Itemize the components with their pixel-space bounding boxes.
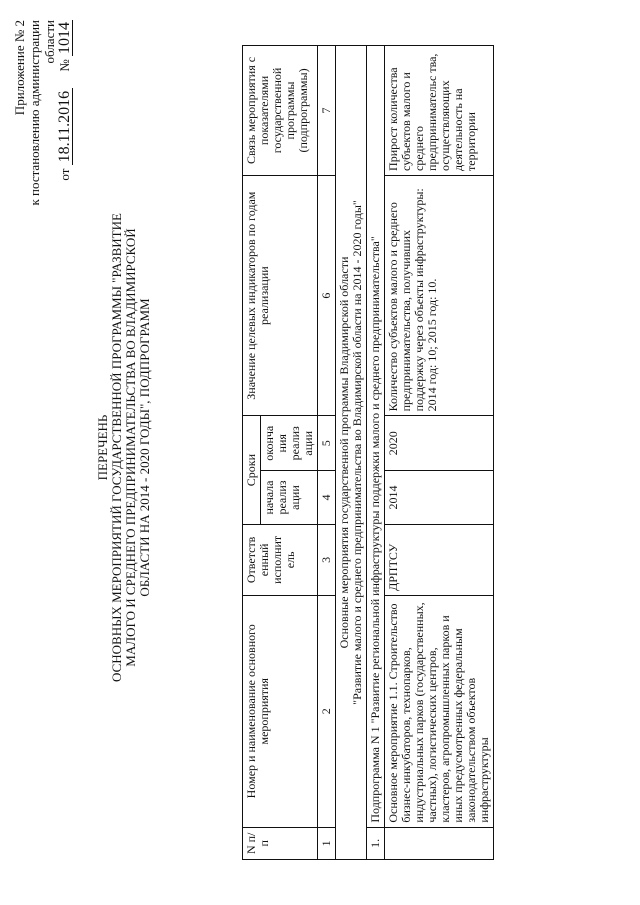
row-exec: ДРПТСУ [385,524,494,595]
header-terms: Сроки [243,416,261,524]
row-name: Основное мероприятие 1.1. Строительство бизнес-инкубаторов, технопарков, индустриальных парков (государственных, частных), логистических центров, кластеров, агропромышленных парков и иных предусмотренных федеральным законодательством объектов инфраструктуры [385,595,494,827]
title-line3: МАЛОГО И СРЕДНЕГО ПРЕДПРИНИМАТЕЛЬСТВА ВО ВЛАДИМИРСКОЙ [123,228,138,667]
table-row [385,46,494,860]
section-cell [336,46,367,860]
header-start: начала реализ ации [261,471,318,525]
row-link: Прирост количества субъектов малого и среднего предпринимательс тва, осуществляющих деятельность на территории [385,46,494,176]
row-values: Количество субъектов малого и среднего предпринимательства, получивших поддержку через объекты инфраструктуры: 2014 год: 10; 2015 год: 10. [385,175,494,415]
header-link: Связь мероприятия с показателями государственной программы (подпрограммы) [243,46,318,176]
header-row [243,46,261,860]
section-line2: "Развитие малого и среднего предпринимательства во Владимирской области на 2014 - 2020 годы" [350,200,364,705]
header-name: Номер и наименование основного мероприятия [243,595,318,827]
section-row [336,46,367,860]
appendix-number: 1014 [56,22,73,54]
colnum-3: 3 [318,524,336,595]
header-num: N п/п [243,827,318,859]
section-line1: Основные мероприятия государственной программы Владимирской области [337,256,351,649]
row-end: 2020 [385,416,494,471]
appendix-line2: к постановлению администрации области [27,20,57,206]
header-end: оконча ния реализ ации [261,416,318,471]
header-values: Значение целевых индикаторов по годам реализации [243,175,318,415]
appendix-date: 18.11.2016 [57,88,73,165]
title-line1: ПЕРЕЧЕНЬ [95,414,110,481]
title-line4: ОБЛАСТИ НА 2014 - 2020 ГОДЫ", ПОДПРОГРАММ [137,298,152,597]
colnum-2: 2 [318,595,336,827]
appendix-block [12,20,73,250]
colnum-1: 1 [318,827,336,859]
row-start: 2014 [385,471,494,525]
row-num [385,827,494,859]
subprogram-row [367,46,385,860]
appendix-no: № [57,59,72,72]
colnum-4: 4 [318,471,336,525]
column-numbers-row [318,46,336,860]
document-title [96,180,152,715]
subprogram-num: 1. [367,827,385,859]
subprogram-title: Подпрограмма N 1 "Развитие региональной инфраструктуры поддержки малого и среднего предпринимательства" [367,46,385,828]
colnum-5: 5 [318,416,336,471]
measures-table [242,45,494,860]
colnum-6: 6 [318,175,336,415]
appendix-line1: Приложение № 2 [12,20,27,116]
title-line2: ОСНОВНЫХ МЕРОПРИЯТИЙ ГОСУДАРСТВЕННОЙ ПРОГРАММЫ "РАЗВИТИЕ [109,213,124,682]
appendix-from: от [57,168,72,181]
appendix-date-line [57,20,73,250]
header-exec: Ответств енный исполнит ель [243,524,318,595]
colnum-7: 7 [318,46,336,176]
